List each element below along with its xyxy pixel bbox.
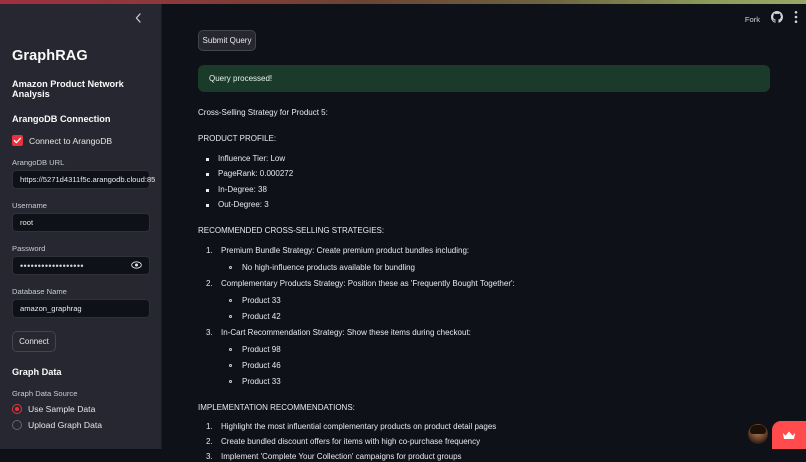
list-item (198, 279, 770, 322)
username-input[interactable]: root (12, 213, 150, 232)
graph-data-heading: Graph Data (12, 367, 62, 377)
user-avatar[interactable] (748, 424, 768, 444)
list-item: Product 98 (221, 345, 770, 355)
connect-button[interactable]: Connect (12, 331, 56, 352)
list-item: Implement 'Complete Your Collection' campaigns for product groups (221, 452, 462, 462)
connect-to-arangodb-checkbox[interactable] (12, 135, 23, 146)
strategy-sub-list (221, 263, 770, 273)
database-name-input[interactable]: amazon_graphrag (12, 299, 150, 318)
strategy-text: Premium Bundle Strategy: Create premium product bundles including: (221, 245, 470, 255)
list-item: In-Degree: 38 (198, 185, 770, 195)
list-item (198, 328, 770, 387)
strategy-sub-list (221, 296, 770, 322)
strategies-list (198, 246, 770, 387)
list-item: Highlight the most influential complementary products on product detail pages (221, 422, 497, 432)
crown-icon[interactable] (772, 421, 806, 449)
database-name-label: Database Name (12, 287, 67, 296)
password-input[interactable] (12, 256, 150, 275)
strategy-sub-list (221, 345, 770, 387)
implementation-list (198, 422, 770, 462)
eye-icon[interactable] (131, 261, 142, 271)
product-profile-list (198, 154, 770, 211)
list-item: Product 33 (221, 296, 770, 306)
status-banner: Query processed! (198, 65, 770, 92)
connect-to-arangodb-row[interactable] (12, 135, 149, 146)
list-item: PageRank: 0.000272 (198, 169, 770, 179)
avatar-hair (750, 425, 766, 434)
list-item: Product 42 (221, 312, 770, 322)
top-toolbar (745, 4, 798, 34)
radio-use-sample-data[interactable] (12, 404, 149, 414)
arangodb-url-label: ArangoDB URL (12, 158, 65, 167)
strategy-text: Complementary Products Strategy: Position these as 'Frequently Bought Together': (221, 278, 515, 288)
sidebar (0, 4, 162, 449)
app-title: GraphRAG (12, 48, 88, 64)
radio-upload-graph-data-label: Upload Graph Data (28, 420, 103, 430)
app-subtitle: Amazon Product Network Analysis (12, 79, 124, 99)
strategies-heading: RECOMMENDED CROSS-SELLING STRATEGIES: (198, 226, 385, 236)
fork-button[interactable]: Fork (744, 14, 760, 24)
list-item: No high-influence products available for bundling (221, 263, 770, 273)
connect-to-arangodb-label: Connect to ArangoDB (29, 135, 113, 146)
github-icon[interactable] (771, 10, 783, 28)
password-label: Password (12, 244, 46, 253)
arangodb-url-input[interactable]: https://5271d4311f5c.arangodb.cloud:85 (12, 170, 150, 189)
list-item: Influence Tier: Low (198, 154, 770, 164)
radio-use-sample-data-button[interactable] (12, 404, 22, 414)
password-masked-value: •••••••••••••••••• (20, 260, 84, 271)
list-item: Product 33 (221, 377, 770, 387)
radio-upload-graph-data[interactable] (12, 420, 149, 430)
radio-use-sample-data-label: Use Sample Data (28, 404, 96, 414)
implementation-heading: IMPLEMENTATION RECOMMENDATIONS: (198, 402, 355, 412)
graph-data-source-label: Graph Data Source (12, 389, 78, 398)
radio-upload-graph-data-button[interactable] (12, 420, 22, 430)
list-item: Out-Degree: 3 (198, 200, 770, 210)
strategy-text: In-Cart Recommendation Strategy: Show these items during checkout: (221, 327, 471, 337)
submit-query-button[interactable]: Submit Query (198, 30, 256, 51)
top-accent-bar (0, 0, 806, 4)
sidebar-collapse-row (12, 4, 149, 32)
main-content (162, 4, 806, 462)
list-item: Create bundled discount offers for items with high co-purchase frequency (221, 437, 481, 447)
username-label: Username (12, 201, 48, 210)
product-profile-heading: PRODUCT PROFILE: (198, 134, 277, 144)
arangodb-connection-heading: ArangoDB Connection (12, 114, 111, 124)
list-item (198, 246, 770, 273)
list-item: Product 46 (221, 361, 770, 371)
chevron-left-icon[interactable] (131, 11, 145, 25)
kebab-menu-icon[interactable] (794, 10, 798, 29)
result-heading: Cross-Selling Strategy for Product 5: (198, 108, 328, 117)
